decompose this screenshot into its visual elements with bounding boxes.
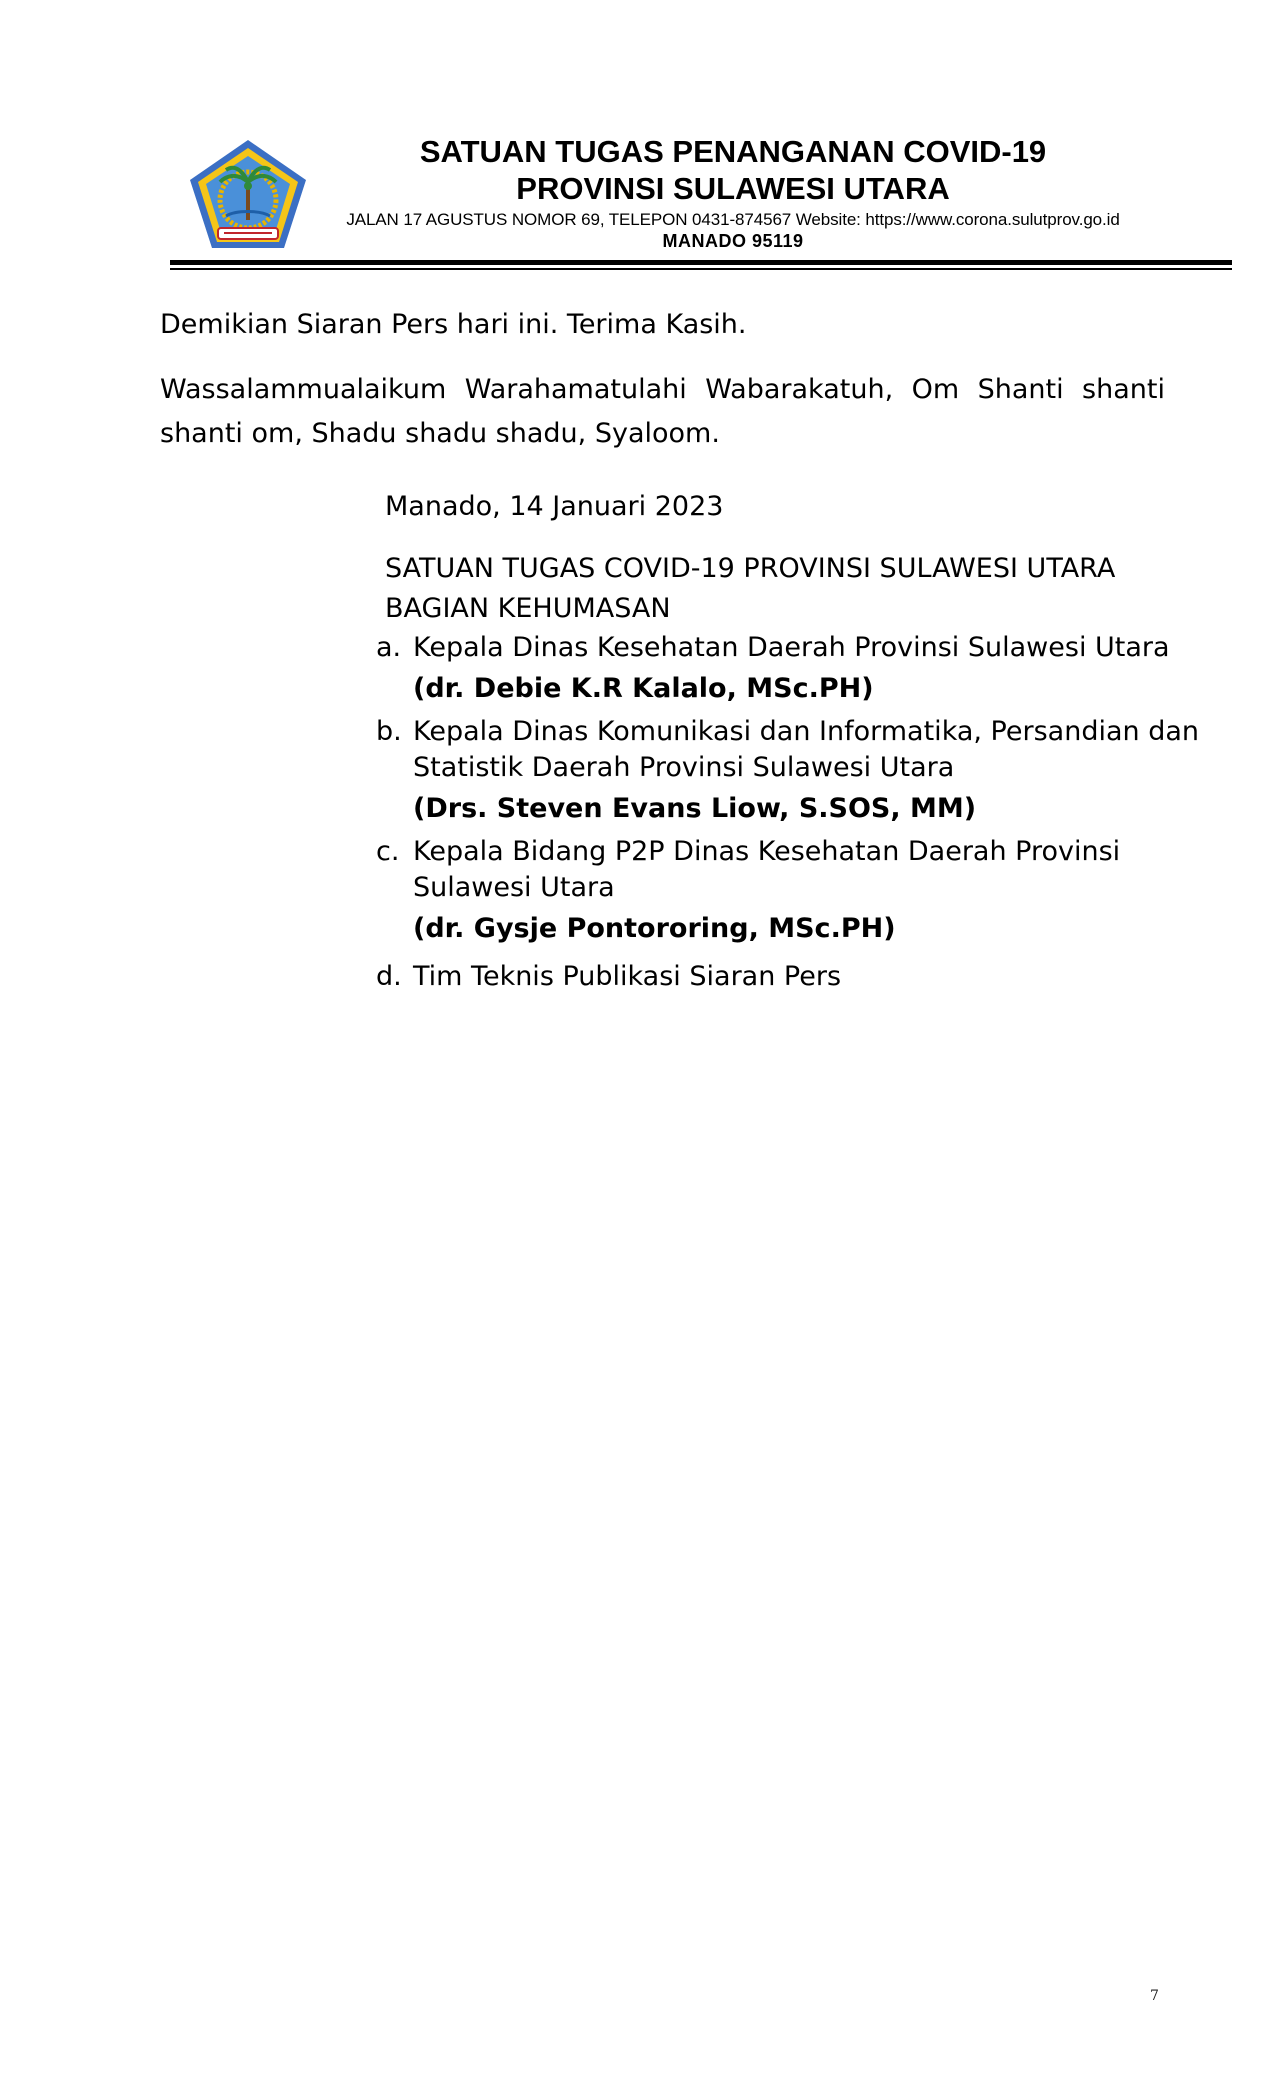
- list-marker: b.: [376, 716, 402, 747]
- header-title-line2: PROVINSI SULAWESI UTARA: [516, 171, 950, 206]
- signatory-name: (dr. Gysje Pontororing, MSc.PH): [413, 913, 896, 944]
- signatory-name: (Drs. Steven Evans Liow, S.SOS, MM): [413, 793, 977, 824]
- header-address: JALAN 17 AGUSTUS NOMOR 69, TELEPON 0431-874567 Website: https://www.corona.sulutprov.go.id: [346, 210, 1120, 229]
- signatory-role: Kepala Dinas Kesehatan Daerah Provinsi Sulawesi Utara: [413, 632, 1170, 663]
- list-marker: d.: [376, 961, 402, 992]
- list-marker: a.: [376, 632, 402, 663]
- list-item: [376, 714, 1226, 827]
- signatory-name: (dr. Debie K.R Kalalo, MSc.PH): [413, 673, 874, 704]
- signatory-role: Kepala Bidang P2P Dinas Kesehatan Daerah Provinsi Sulawesi Utara: [413, 836, 1121, 903]
- list-marker: c.: [376, 836, 400, 867]
- provincial-crest-logo: [186, 136, 310, 254]
- signatory-role: Kepala Dinas Komunikasi dan Informatika, Persandian dan Statistik Daerah Provinsi Sulawesi Utara: [413, 716, 1199, 783]
- list-item: [376, 630, 1226, 707]
- closing-paragraph: Demikian Siaran Pers hari ini. Terima Kasih.: [160, 309, 747, 340]
- signatory-role: Tim Teknis Publikasi Siaran Pers: [413, 961, 842, 992]
- header-divider-thick: [170, 260, 1232, 265]
- place-date: Manado, 14 Januari 2023: [385, 491, 724, 522]
- header-city: MANADO 95119: [662, 231, 804, 251]
- signatory-list: [376, 630, 1226, 995]
- page-number: 7: [1150, 1988, 1159, 2004]
- header-title-line1: SATUAN TUGAS PENANGANAN COVID-19: [419, 134, 1047, 169]
- list-item: [376, 959, 1226, 995]
- greeting-paragraph: Wassalammualaikum Warahamatulahi Wabarakatuh, Om Shanti shanti shanti om, Shadu shadu shadu, Syaloom.: [160, 374, 1165, 449]
- organization-line1: SATUAN TUGAS COVID-19 PROVINSI SULAWESI UTARA: [385, 553, 1116, 584]
- organization-line2: BAGIAN KEHUMASAN: [385, 593, 671, 624]
- list-item: [376, 834, 1226, 947]
- header-divider-thin: [170, 268, 1232, 270]
